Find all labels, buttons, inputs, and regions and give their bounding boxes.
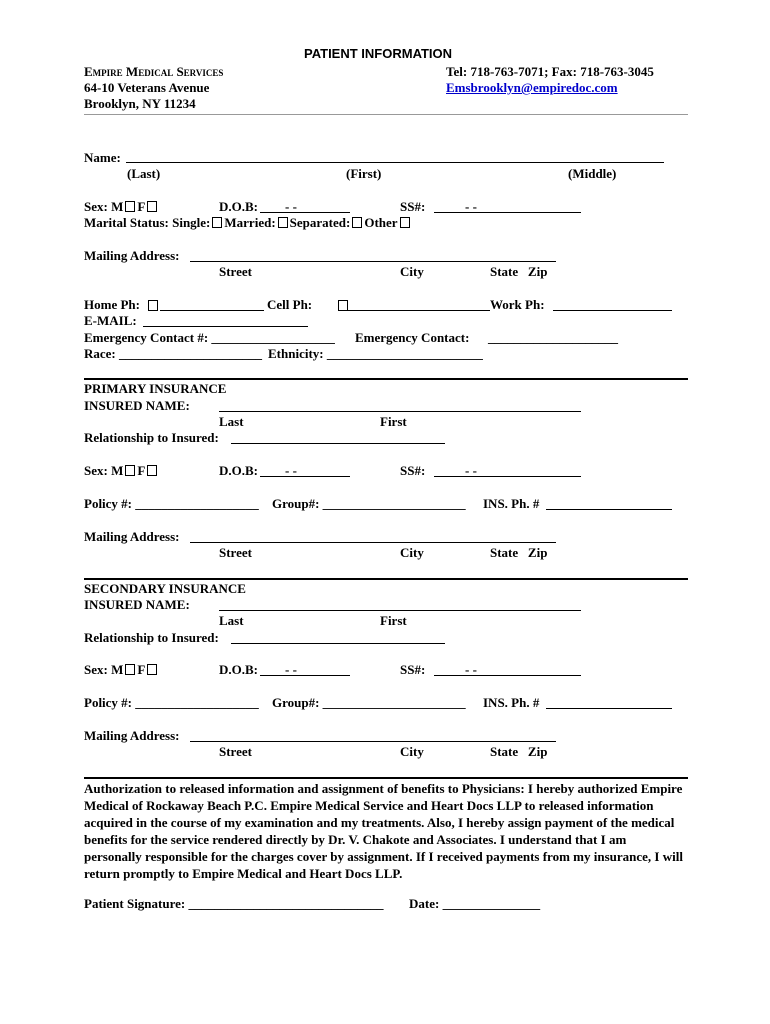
secondary-insured-field[interactable] xyxy=(219,610,581,611)
secondary-state-zip-label: State Zip xyxy=(490,744,548,759)
sex-f-label: F xyxy=(137,199,146,214)
primary-insured-label: INSURED NAME: xyxy=(84,398,190,413)
cell-ph-field[interactable] xyxy=(348,310,490,311)
authorization-text: Authorization to released information and assignment of benefits to Physicians: I hereby authorized Empire Medical of Rockaway Beach P.C. Empire Medical Service and Heart Docs LLP to released information acquired in the course of my examination and my treatments. Also, I hereby assign payment of the medical benefits for the service rendered directly by Dr. V. Chakote and Associates. I understand that I am personally responsible for the charges cover by assignment. If I received payments from my insurance, I will return promptly to Empire Medical and Heart Docs LLP. xyxy=(84,781,683,881)
married-checkbox[interactable] xyxy=(278,217,288,228)
secondary-mailing-field[interactable] xyxy=(190,741,556,742)
sex-f-checkbox[interactable] xyxy=(147,201,157,212)
secondary-mailing-label: Mailing Address: xyxy=(84,728,180,743)
secondary-group-field[interactable]: Group#: ______________________ xyxy=(272,695,466,710)
name-label: Name: xyxy=(84,150,121,165)
sex-label: Sex: M xyxy=(84,199,124,214)
primary-mailing-field[interactable] xyxy=(190,542,556,543)
secondary-city-label: City xyxy=(400,744,424,759)
sex-m-checkbox[interactable] xyxy=(125,201,135,212)
primary-sex-f-checkbox[interactable] xyxy=(147,465,157,476)
state-zip-label: State Zip xyxy=(490,264,548,279)
ss-dashes: - - xyxy=(465,199,477,214)
home-ph-checkbox xyxy=(148,300,158,311)
secondary-relationship-field[interactable] xyxy=(231,643,445,644)
cell-ph-checkbox xyxy=(338,300,348,311)
primary-relationship-label: Relationship to Insured: xyxy=(84,430,219,445)
secondary-dob-dashes: - - xyxy=(285,662,297,677)
other-checkbox[interactable] xyxy=(400,217,410,228)
secondary-dob-field[interactable] xyxy=(260,675,350,676)
email-label: E-MAIL: xyxy=(84,313,137,328)
secondary-heading: SECONDARY INSURANCE xyxy=(84,581,246,596)
primary-state-zip-label: State Zip xyxy=(490,545,548,560)
org-name: Empire Medical Services xyxy=(84,64,224,79)
section-divider-2 xyxy=(84,578,688,580)
secondary-ss-field[interactable] xyxy=(434,675,581,676)
header-divider xyxy=(84,114,688,115)
marital-row xyxy=(84,215,412,231)
secondary-policy-field[interactable]: Policy #: ___________________ xyxy=(84,695,259,710)
primary-dob-field[interactable] xyxy=(260,476,350,477)
separated-label: Separated: xyxy=(289,215,351,230)
primary-last: Last xyxy=(219,414,244,429)
primary-mailing-label: Mailing Address: xyxy=(84,529,180,544)
address-line2: Brooklyn, NY 11234 xyxy=(84,96,196,111)
work-ph-label: Work Ph: xyxy=(490,297,545,312)
primary-first: First xyxy=(380,414,407,429)
primary-ss-field[interactable] xyxy=(434,476,581,477)
secondary-first: First xyxy=(380,613,407,628)
primary-sex-m-checkbox[interactable] xyxy=(125,465,135,476)
primary-dob-dashes: - - xyxy=(285,463,297,478)
name-sub-last: (Last) xyxy=(127,166,161,181)
secondary-sex-label: Sex: M xyxy=(84,662,124,677)
secondary-ss-label: SS#: xyxy=(400,662,426,677)
name-sub-first: (First) xyxy=(346,166,382,181)
primary-policy-field[interactable]: Policy #: ___________________ xyxy=(84,496,259,511)
primary-group-field[interactable]: Group#: ______________________ xyxy=(272,496,466,511)
single-checkbox[interactable] xyxy=(212,217,222,228)
secondary-ins-ph-label: INS. Ph. # xyxy=(483,695,540,710)
primary-ins-ph-field[interactable] xyxy=(546,509,672,510)
secondary-insured-label: INSURED NAME: xyxy=(84,597,190,612)
section-divider-1 xyxy=(84,378,688,380)
secondary-sex-row xyxy=(84,662,159,678)
signature-field[interactable]: Patient Signature: ______________________________ xyxy=(84,896,384,911)
secondary-dob-label: D.O.B: xyxy=(219,662,258,677)
ss-field[interactable] xyxy=(434,212,581,213)
primary-dob-label: D.O.B: xyxy=(219,463,258,478)
email-link[interactable]: Emsbrooklyn@empiredoc.com xyxy=(446,80,618,95)
street-label: Street xyxy=(219,264,252,279)
primary-heading: PRIMARY INSURANCE xyxy=(84,381,227,396)
ethnicity-field[interactable]: Ethnicity: ________________________ xyxy=(268,346,483,361)
secondary-sex-f-checkbox[interactable] xyxy=(147,664,157,675)
primary-ins-ph-label: INS. Ph. # xyxy=(483,496,540,511)
mailing-field[interactable] xyxy=(190,261,556,262)
primary-street-label: Street xyxy=(219,545,252,560)
dob-dashes: - - xyxy=(285,199,297,214)
secondary-ss-dashes: - - xyxy=(465,662,477,677)
city-label: City xyxy=(400,264,424,279)
name-field[interactable] xyxy=(126,162,664,163)
primary-ss-label: SS#: xyxy=(400,463,426,478)
primary-insured-field[interactable] xyxy=(219,411,581,412)
name-sub-middle: (Middle) xyxy=(568,166,617,181)
secondary-sex-m-checkbox[interactable] xyxy=(125,664,135,675)
address-line1: 64-10 Veterans Avenue xyxy=(84,80,210,95)
mailing-label: Mailing Address: xyxy=(84,248,180,263)
other-label: Other xyxy=(364,215,398,230)
married-label: Married: xyxy=(224,215,276,230)
emergency-contact-field[interactable]: ____________________ xyxy=(488,330,618,345)
secondary-street-label: Street xyxy=(219,744,252,759)
marital-label: Marital Status: Single: xyxy=(84,215,211,230)
date-field[interactable]: Date: _______________ xyxy=(409,896,541,911)
page-title: PATIENT INFORMATION xyxy=(304,46,453,61)
primary-sex-row xyxy=(84,463,159,479)
sex-row xyxy=(84,199,159,215)
primary-sex-f-label: F xyxy=(137,463,146,478)
secondary-relationship-label: Relationship to Insured: xyxy=(84,630,219,645)
dob-label: D.O.B: xyxy=(219,199,258,214)
secondary-last: Last xyxy=(219,613,244,628)
ss-label: SS#: xyxy=(400,199,426,214)
cell-ph-label: Cell Ph: xyxy=(267,297,313,312)
work-ph-field[interactable] xyxy=(553,310,672,311)
secondary-ins-ph-field[interactable] xyxy=(546,708,672,709)
emergency-num: Emergency Contact #: ___________________ xyxy=(84,330,335,345)
secondary-sex-f-label: F xyxy=(137,662,146,677)
section-divider-3 xyxy=(84,777,688,779)
home-ph-field[interactable] xyxy=(160,310,264,311)
primary-ss-dashes: - - xyxy=(465,463,477,478)
phone-fax: Tel: 718-763-7071; Fax: 718-763-3045 xyxy=(446,64,654,79)
dob-field[interactable] xyxy=(260,212,350,213)
email-field[interactable] xyxy=(143,326,308,327)
primary-relationship-field[interactable] xyxy=(231,443,445,444)
primary-city-label: City xyxy=(400,545,424,560)
home-ph-label: Home Ph: xyxy=(84,297,140,312)
primary-sex-label: Sex: M xyxy=(84,463,124,478)
separated-checkbox[interactable] xyxy=(352,217,362,228)
emergency-contact-label: Emergency Contact: xyxy=(355,330,470,345)
race-field[interactable]: Race: ______________________ xyxy=(84,346,263,361)
